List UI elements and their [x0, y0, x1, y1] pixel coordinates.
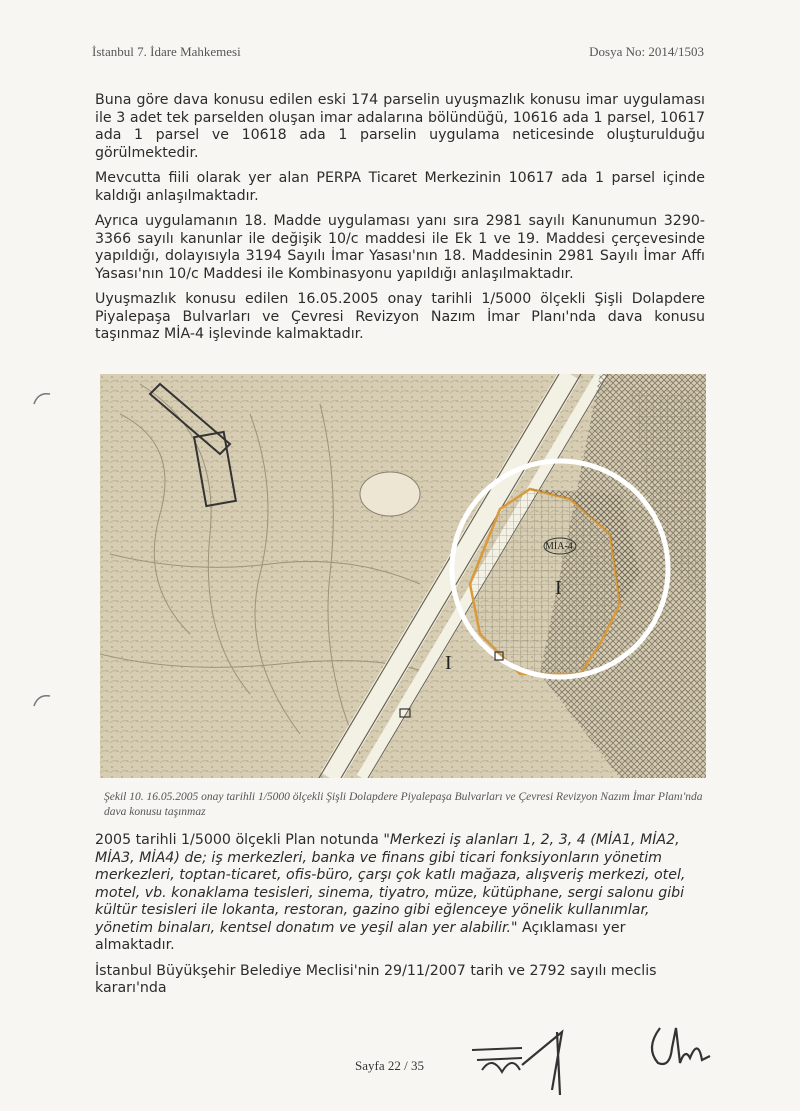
page-number: Sayfa 22 / 35: [355, 1058, 424, 1073]
paragraph: Mevcutta fiili olarak yer alan PERPA Ticaret Merkezinin 10617 ada 1 parsel içinde kaldığı anlaşılmaktadır.: [95, 170, 705, 204]
map-label-left: I: [445, 652, 452, 674]
signature-1-icon: [462, 1020, 582, 1100]
punch-hole-mark-icon: [28, 388, 58, 408]
zoning-plan-map: [100, 374, 706, 778]
paragraph: Ayrıca uygulamanın 18. Madde uygulaması yanı sıra 2981 sayılı Kanunumun 3290-3366 sayılı kanunlar ile değişik 10/c maddesi ile Ek 1 ve 19. Maddesi çerçevesinde yapıldığı, dolayısıyla 3194 Sayılı İmar Yasası'nın 18. Maddesinin 2981 Sayılı İmar Affı Yasası'nın 10/c Maddesi ile Kombinasyonu yapıldığı anlaşılmaktadır.: [95, 213, 705, 282]
plan-note-paragraph: [95, 832, 709, 998]
plan-note-quote: "Merkezi iş alanları 1, 2, 3, 4 (MİA1, MİA2, MİA3, MİA4) de; iş merkezleri, banka ve finans gibi ticari fonksiyonların yönetim merkezleri, toptan-ticaret, ofis-büro, çarşı çok katlı mağaza, alışveriş merkezi, otel, motel, vb. konaklama tesisleri, sinema, tiyatro, müze, kütüphane, sergi salonu gibi kültür tesisleri ile lokanta, restoran, gazino gibi eğlenceye yönelik kullanımlar, yönetim binaları, kentsel donatım ve yeşil alan yer alabilir.": [95, 832, 686, 936]
file-number: Dosya No: 2014/1503: [589, 44, 704, 59]
closing-paragraph: İstanbul Büyükşehir Belediye Meclisi'nin 29/11/2007 tarih ve 2792 sayılı meclis kararı'nda: [95, 962, 657, 996]
map-drawing: [100, 374, 706, 778]
body-paragraphs: [95, 92, 705, 352]
signature-2-icon: [640, 1018, 720, 1078]
map-label-mia4: MİA-4: [545, 541, 573, 552]
paragraph: Buna göre dava konusu edilen eski 174 parselin uyuşmazlık konusu imar uygulaması ile 3 adet tek parselden oluşan imar adalarına bölündüğü, 10616 ada 1 parsel, 10617 ada 1 parsel ve 10618 ada 1 parselin uygulama neticesinde oluşturulduğu görülmektedir.: [95, 92, 705, 161]
plan-note-outro: Açıklaması yer almaktadır.: [95, 919, 626, 953]
map-label-zone: I: [555, 577, 562, 599]
court-name: İstanbul 7. İdare Mahkemesi: [92, 44, 241, 59]
plan-note-intro: 2005 tarihli 1/5000 ölçekli Plan notunda: [95, 832, 384, 848]
punch-hole-mark-icon: [28, 690, 58, 710]
paragraph: Uyuşmazlık konusu edilen 16.05.2005 onay tarihli 1/5000 ölçekli Şişli Dolapdere Piyalepaşa Bulvarları ve Çevresi Revizyon Nazım İmar Planı'nda dava konusu taşınmaz MİA-4 işlevinde kalmaktadır.: [95, 291, 705, 342]
figure-caption: Şekil 10. 16.05.2005 onay tarihli 1/5000 ölçekli Şişli Dolapdere Piyalepaşa Bulvarları ve Çevresi Revizyon Nazım İmar Planı'nda dava konusu taşınmaz: [104, 791, 703, 818]
